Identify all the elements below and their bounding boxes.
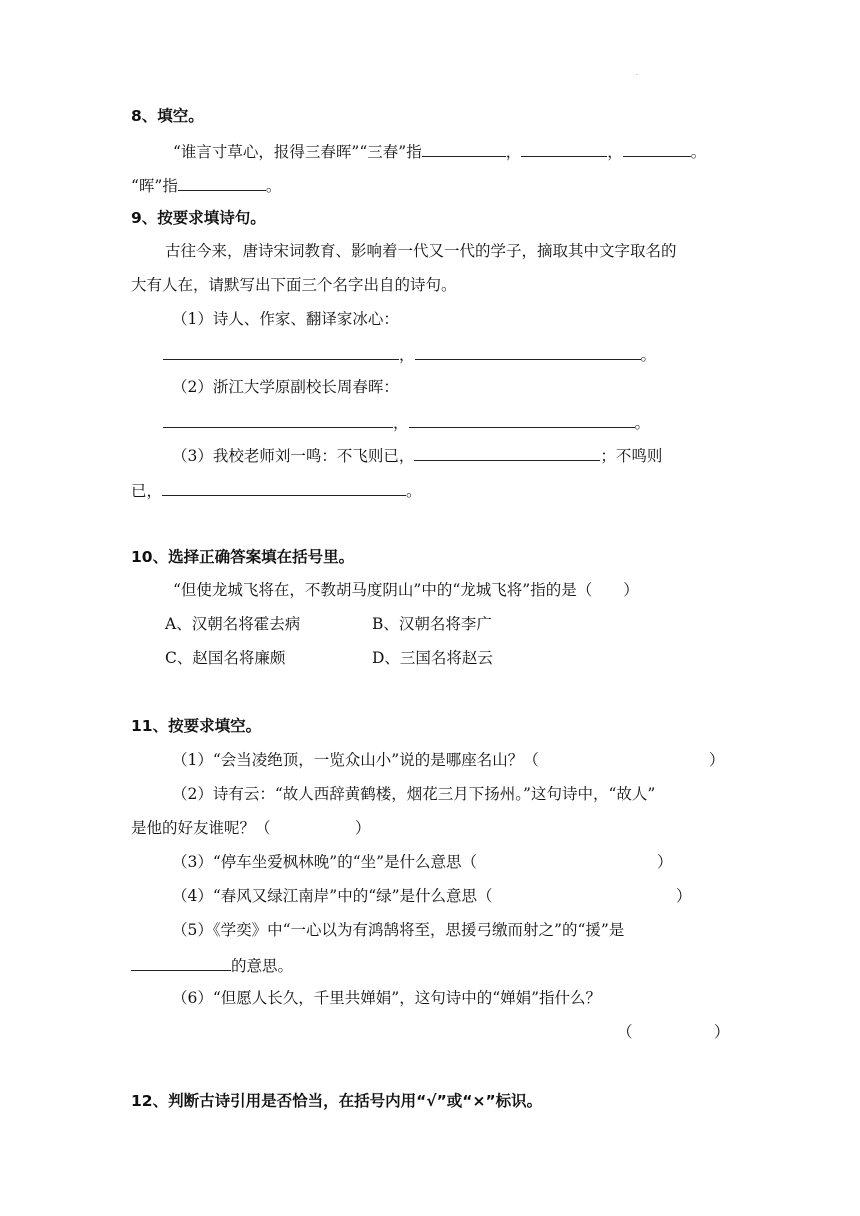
q11-sub-2: （2）诗有云：“故人西辞黄鹤楼，烟花三月下扬州。”这句诗中，“故人” <box>172 785 656 803</box>
q10-option-a: A、汉朝名将霍去病 <box>165 615 301 633</box>
q11-sub-4: （4）“春风又绿江南岸”中的“绿”是什么意思（ <box>172 887 493 905</box>
q9-part-2-answer: ， 。 <box>163 411 650 433</box>
q11-sub-3: （3）“停车坐爱枫林晚”的“坐”是什么意思（ <box>172 853 478 871</box>
q11-sub-5: （5）《学奕》中“一心以为有鸿鹄将至，思援弓缴而射之”的“援”是 <box>172 921 625 939</box>
q8-blank-3[interactable] <box>623 140 691 157</box>
q10-option-b: B、汉朝名将李广 <box>372 615 492 633</box>
q9-blank-6[interactable] <box>162 479 406 496</box>
q9-part-1-answer: ， 。 <box>163 343 656 365</box>
q11-sub-2-cont: 是他的好友谁呢？（ <box>131 819 271 837</box>
q10-option-d: D、三国名将赵云 <box>372 649 493 667</box>
q9-part-3-cont: 已， 。 <box>131 479 422 501</box>
q9-title: 9、按要求填诗句。 <box>131 209 266 227</box>
q9-blank-4[interactable] <box>409 411 635 428</box>
q11-sub-6: （6）“但愿人长久，千里共婵娟”，这句诗中的“婵娟”指什么？ <box>172 989 602 1007</box>
q9-intro-2: 大有人在，请默写出下面三个名字出自的诗句。 <box>131 276 457 294</box>
q8-line2-text: “晖”指 <box>131 177 178 195</box>
q8-blank-1[interactable] <box>422 140 506 157</box>
q9-part-3: （3）我校老师刘一鸣：不飞则已， ；不鸣则 <box>172 444 662 466</box>
q11-sub-5-cont: 的意思。 <box>131 954 293 976</box>
q10-option-c: C、赵国名将廉颇 <box>165 649 286 667</box>
q8-blank-4[interactable] <box>178 174 266 191</box>
q11-sub-2-close: ） <box>355 819 371 837</box>
q8-line1-text: “谁言寸草心，报得三春晖”“三春”指 <box>173 143 422 161</box>
q9-part-1: （1）诗人、作家、翻译家冰心： <box>172 310 399 328</box>
q10-question: “但使龙城飞将在，不教胡马度阴山”中的“龙城飞将”指的是（ ） <box>173 581 639 599</box>
header-mark: . <box>636 70 638 77</box>
q9-part-2: （2）浙江大学原副校长周春晖： <box>172 378 399 396</box>
q11-sub-3-close: ） <box>657 853 673 871</box>
q8-blank-2[interactable] <box>521 140 607 157</box>
q8-line2: “晖”指 。 <box>131 174 281 196</box>
q11-sub-6-close: ） <box>714 1023 730 1041</box>
q10-title: 10、选择正确答案填在括号里。 <box>131 548 355 566</box>
q9-intro-1: 古往今来，唐诗宋词教育、影响着一代又一代的学子，摘取其中文字取名的 <box>165 242 677 260</box>
q9-blank-2[interactable] <box>415 343 641 360</box>
q9-blank-1[interactable] <box>163 343 399 360</box>
q11-sub-6-open: （ <box>617 1023 633 1041</box>
q11-title: 11、按要求填空。 <box>131 717 262 735</box>
q11-sub-1-close: ） <box>709 751 725 769</box>
q9-blank-3[interactable] <box>163 411 393 428</box>
q9-blank-5[interactable] <box>414 444 600 461</box>
q8-title: 8、填空。 <box>131 107 204 125</box>
q11-sub-4-close: ） <box>676 887 692 905</box>
q11-sub-1: （1）“会当凌绝顶，一览众山小”说的是哪座名山？（ <box>172 751 539 769</box>
q11-blank-5[interactable] <box>131 954 231 971</box>
q12-title: 12、判断古诗引用是否恰当，在括号内用“√”或“×”标识。 <box>131 1092 543 1110</box>
q8-line1: “谁言寸草心，报得三春晖”“三春”指 ， ， 。 <box>173 140 706 162</box>
